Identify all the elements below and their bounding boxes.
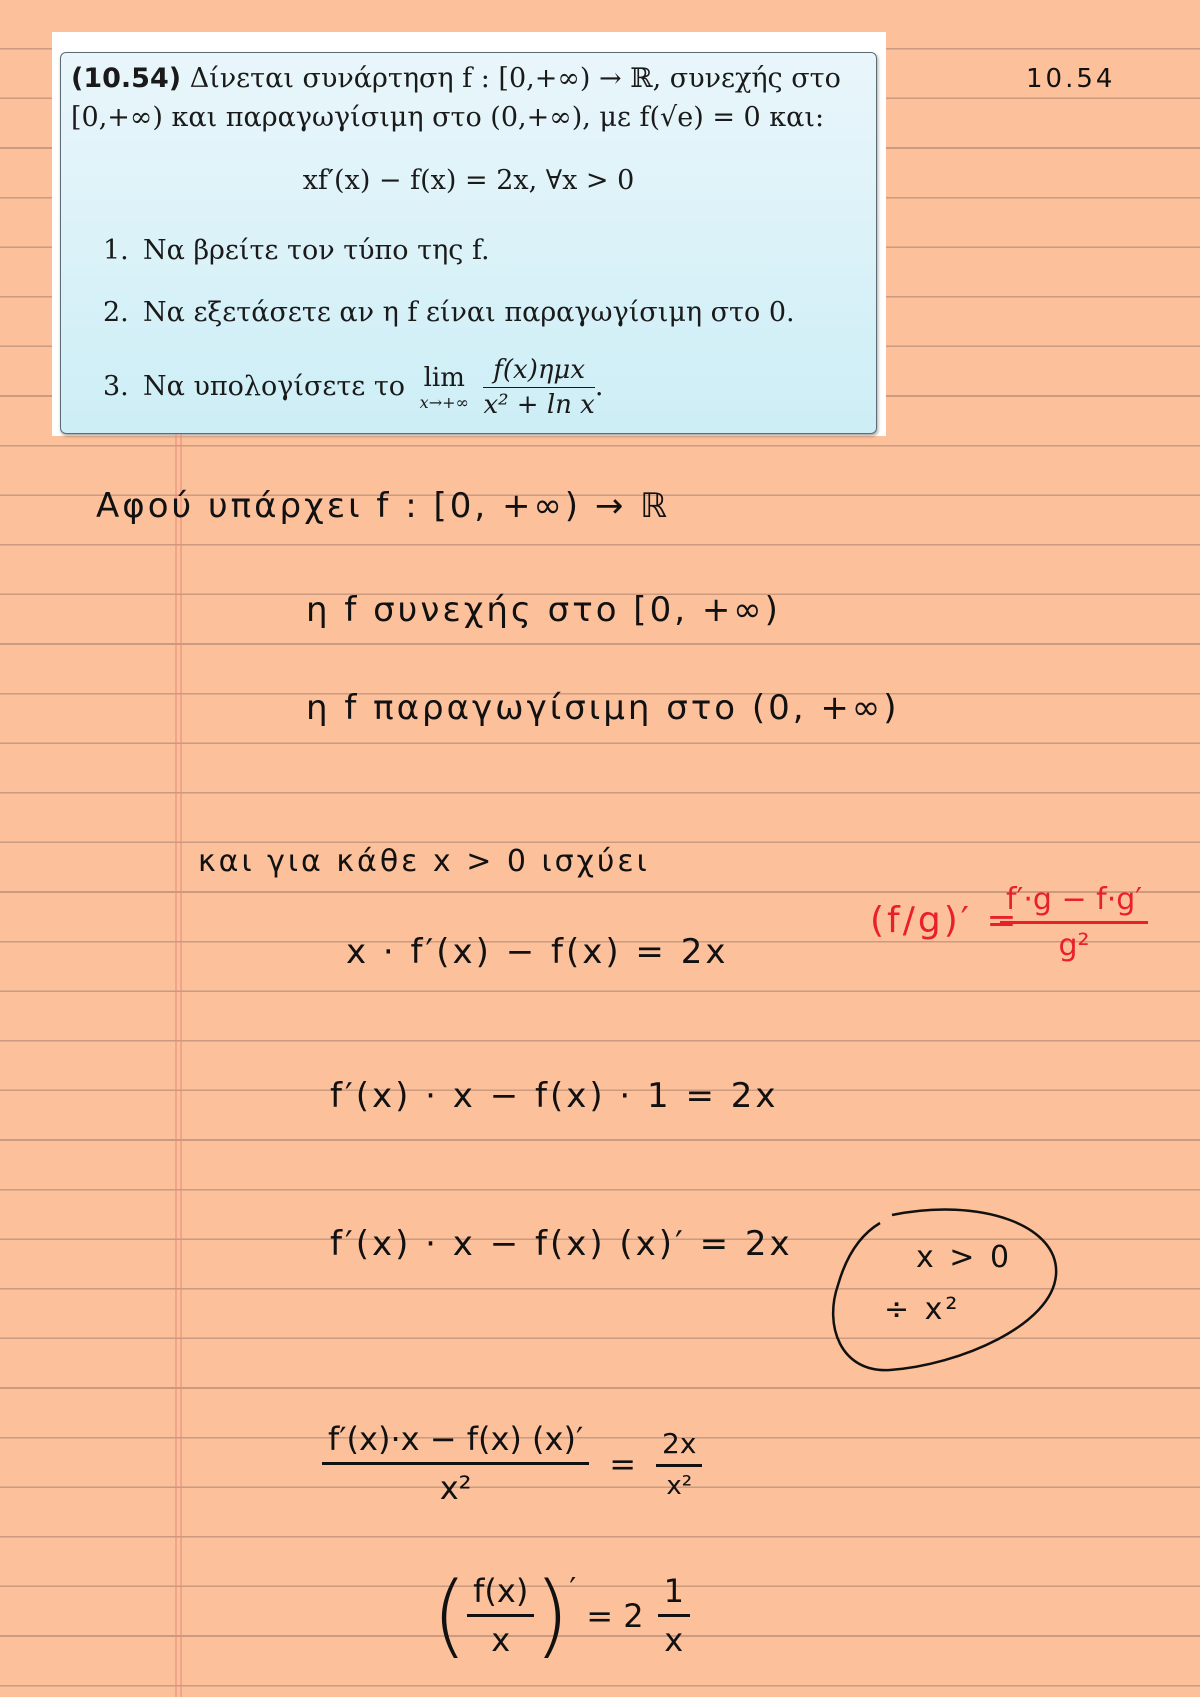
problem-number: (10.54) (71, 63, 182, 94)
circle-mark (830, 1205, 1060, 1375)
note-line-differentiable: η f παραγωγίσιμη στο (0, +∞) (306, 688, 900, 728)
result-lhs-numerator: f(x) (467, 1572, 534, 1617)
margin-line (175, 434, 177, 1697)
note-line-for-all: και για κάθε x > 0 ισχύει (198, 844, 650, 879)
item-number: 1. (103, 235, 129, 266)
margin-line (180, 434, 182, 1697)
item-text: Να βρείτε τον τύπο της f. (143, 235, 490, 266)
item-number: 2. (103, 297, 129, 328)
problem-intro (71, 59, 871, 137)
divided-right-numerator: 2x (656, 1427, 702, 1467)
paren-right: ) (534, 1562, 570, 1668)
note-line-given: Αφού υπάρχει f : [0, +∞) → ℝ (96, 486, 671, 526)
problem-intro-line2: [0,+∞) και παραγωγίσιμη στο (0,+∞), με f(√e) = 0 και: (71, 102, 825, 133)
divided-numerator: f′(x)·x − f(x) (x)′ (322, 1420, 589, 1465)
note-box-divide: ÷ x² (884, 1292, 961, 1327)
limit-label: lim (423, 362, 465, 393)
note-box-condition: x > 0 (916, 1240, 1013, 1275)
note-equation-1: x · f′(x) − f(x) = 2x (346, 932, 729, 972)
note-line-continuous: η f συνεχής στο [0, +∞) (306, 590, 781, 630)
red-rule-left: (f/g)′ = (870, 900, 1020, 941)
problem-intro-line1: Δίνεται συνάρτηση f : [0,+∞) → ℝ, συνεχής στο (189, 63, 841, 94)
note-divided-equation (322, 1420, 702, 1507)
red-rule-denominator: g² (1058, 928, 1090, 963)
red-rule-fraction (1000, 882, 1148, 963)
note-equation-2: f′(x) · x − f(x) · 1 = 2x (330, 1076, 779, 1116)
result-lhs-denominator: x (491, 1621, 511, 1659)
result-rhs-denominator: x (664, 1621, 684, 1659)
corner-problem-number: 10.54 (1026, 64, 1116, 94)
result-rhs-numerator: 1 (658, 1572, 690, 1617)
item-text: Να εξετάσετε αν η f είναι παραγωγίσιμη στο 0. (143, 297, 795, 328)
item-end: . (594, 371, 604, 402)
fraction-denominator: x² + ln x (483, 390, 595, 420)
divided-right-denominator: x² (666, 1470, 693, 1501)
item-number: 3. (103, 371, 129, 402)
problem-item-2 (103, 297, 795, 328)
problem-equation: xf′(x) − f(x) = 2x, ∀x > 0 (302, 165, 635, 196)
note-derivative-result (432, 1562, 690, 1668)
fraction-numerator: f(x)ημx (483, 355, 594, 388)
divided-equals: = (609, 1444, 637, 1483)
divided-denominator: x² (439, 1469, 472, 1507)
limit-fraction (483, 355, 594, 420)
note-equation-3: f′(x) · x − f(x) (x)′ = 2x (330, 1224, 793, 1264)
problem-box (60, 52, 877, 434)
paren-left: ( (432, 1562, 468, 1668)
prime-mark: ′ (569, 1572, 577, 1607)
problem-item-3 (103, 355, 603, 420)
problem-item-1 (103, 235, 490, 266)
red-rule-numerator: f′·g − f·g′ (1000, 882, 1148, 924)
limit-subscript: x→+∞ (419, 392, 469, 412)
result-equals: = 2 (586, 1596, 644, 1635)
item-text: Να υπολογίσετε το (143, 371, 406, 402)
limit-operator (419, 362, 469, 412)
